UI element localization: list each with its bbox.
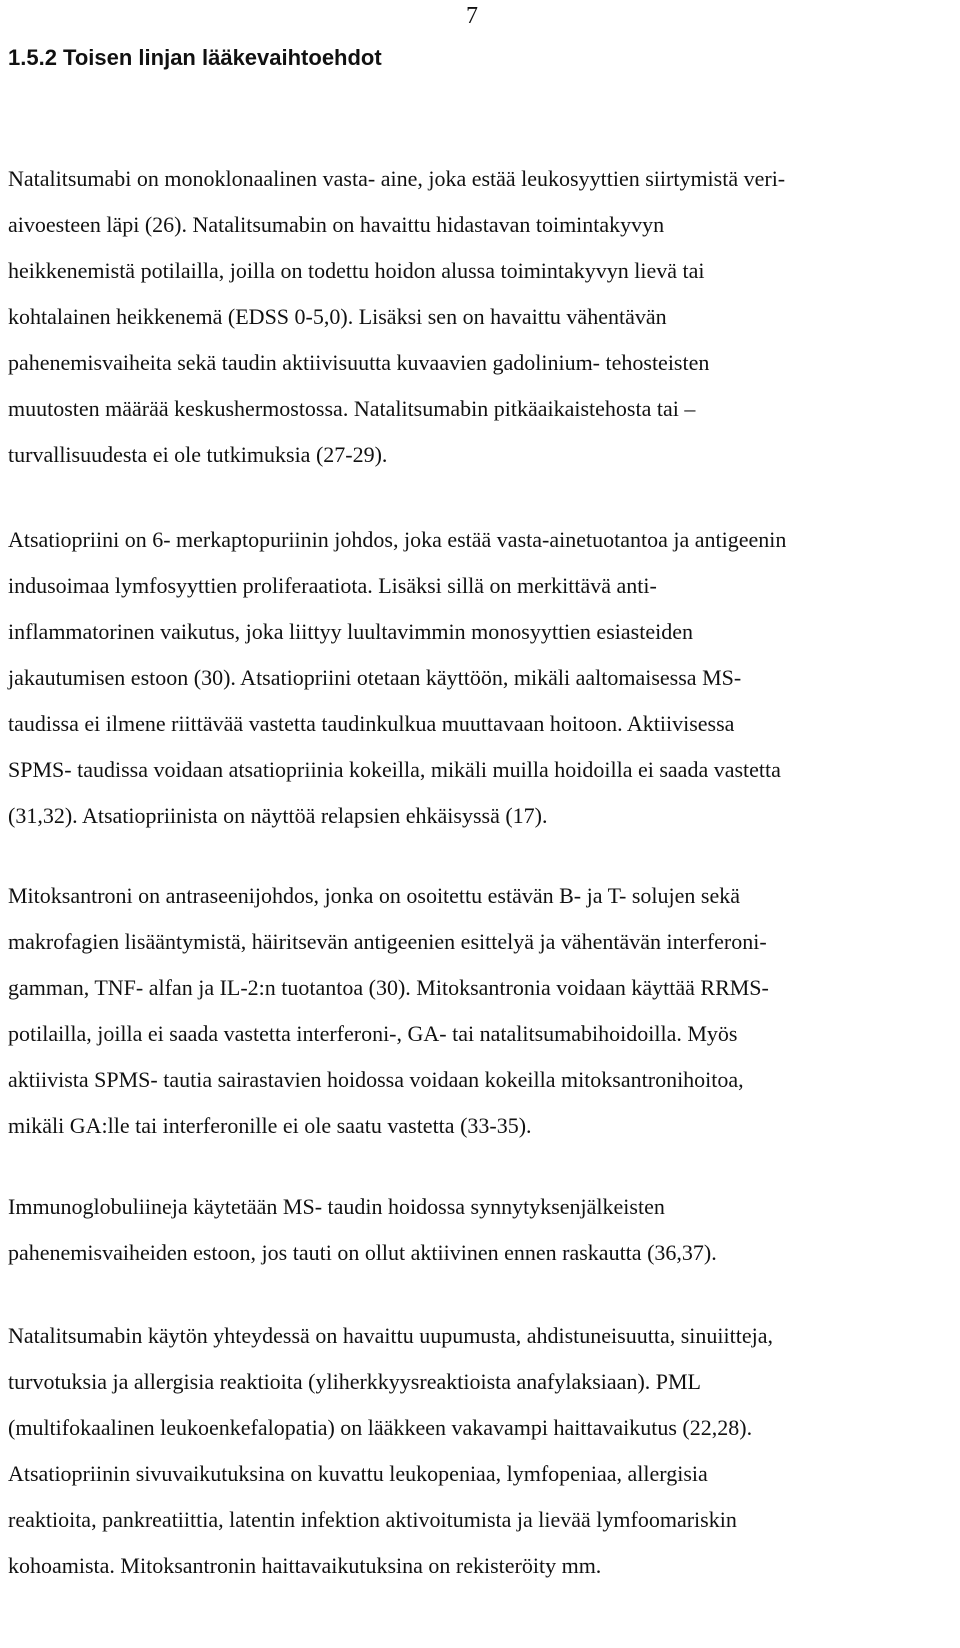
- paragraph-mitoxantrone: [8, 873, 952, 1149]
- page-number: 7: [466, 3, 478, 29]
- text-line: pahenemisvaiheiden estoon, jos tauti on ollut aktiivinen ennen raskautta (36,37).: [8, 1240, 717, 1265]
- text-line: Immunoglobuliineja käytetään MS- taudin hoidossa synnytyksenjälkeisten: [8, 1194, 665, 1219]
- paragraph-side-effects: [8, 1313, 952, 1589]
- text-line: reaktioita, pankreatiittia, latentin infektion aktivoitumista ja lievää lymfoomariskin: [8, 1507, 737, 1532]
- text-line: potilailla, joilla ei saada vastetta interferoni-, GA- tai natalitsumabihoidoilla. Myös: [8, 1021, 738, 1046]
- text-line: inflammatorinen vaikutus, joka liittyy luultavimmin monosyyttien esiasteiden: [8, 619, 693, 644]
- text-line: muutosten määrää keskushermostossa. Natalitsumabin pitkäaikaistehosta tai –: [8, 396, 696, 421]
- text-line: pahenemisvaiheita sekä taudin aktiivisuutta kuvaavien gadolinium- tehosteisten: [8, 350, 710, 375]
- text-line: Natalitsumabi on monoklonaalinen vasta- aine, joka estää leukosyyttien siirtymistä veri-: [8, 166, 786, 191]
- text-line: (multifokaalinen leukoenkefalopatia) on lääkkeen vakavampi haittavaikutus (22,28).: [8, 1415, 753, 1440]
- text-line: Atsatiopriini on 6- merkaptopuriinin johdos, joka estää vasta-ainetuotantoa ja antigeenin: [8, 527, 787, 552]
- text-line: SPMS- taudissa voidaan atsatiopriinia kokeilla, mikäli muilla hoidoilla ei saada vastetta: [8, 757, 781, 782]
- text-line: kohoamista. Mitoksantronin haittavaikutuksina on rekisteröity mm.: [8, 1553, 602, 1578]
- text-line: gamman, TNF- alfan ja IL-2:n tuotantoa (30). Mitoksantronia voidaan käyttää RRMS-: [8, 975, 769, 1000]
- paragraph-azathioprine: [8, 517, 952, 839]
- text-line: heikkenemistä potilailla, joilla on todettu hoidon alussa toimintakyvyn lievä tai: [8, 258, 705, 283]
- text-line: aivoesteen läpi (26). Natalitsumabin on havaittu hidastavan toimintakyvyn: [8, 212, 665, 237]
- text-line: Mitoksantroni on antraseenijohdos, jonka on osoitettu estävän B- ja T- solujen sekä: [8, 883, 740, 908]
- text-line: kohtalainen heikkenemä (EDSS 0-5,0). Lisäksi sen on havaittu vähentävän: [8, 304, 667, 329]
- text-line: aktiivista SPMS- tautia sairastavien hoidossa voidaan kokeilla mitoksantronihoitoa,: [8, 1067, 744, 1092]
- text-line: makrofagien lisääntymistä, häiritsevän antigeenien esittelyä ja vähentävän interferoni-: [8, 929, 767, 954]
- paragraph-immunoglobulins: [8, 1184, 952, 1276]
- text-line: turvotuksia ja allergisia reaktioita (yliherkkyysreaktioista anafylaksiaan). PML: [8, 1369, 701, 1394]
- paragraph-natalizumab: [8, 156, 952, 478]
- text-line: jakautumisen estoon (30). Atsatiopriini otetaan käyttöön, mikäli aaltomaisessa MS-: [8, 665, 742, 690]
- section-heading: 1.5.2 Toisen linjan lääkevaihtoehdot: [8, 45, 382, 70]
- text-line: indusoimaa lymfosyyttien proliferaatiota. Lisäksi sillä on merkittävä anti-: [8, 573, 657, 598]
- text-line: turvallisuudesta ei ole tutkimuksia (27-29).: [8, 442, 388, 467]
- text-line: Natalitsumabin käytön yhteydessä on havaittu uupumusta, ahdistuneisuutta, sinuiitteja,: [8, 1323, 773, 1348]
- text-line: taudissa ei ilmene riittävää vastetta taudinkulkua muuttavaan hoitoon. Aktiivisessa: [8, 711, 735, 736]
- text-line: (31,32). Atsatiopriinista on näyttöä relapsien ehkäisyssä (17).: [8, 803, 548, 828]
- text-line: Atsatiopriinin sivuvaikutuksina on kuvattu leukopeniaa, lymfopeniaa, allergisia: [8, 1461, 708, 1486]
- text-line: mikäli GA:lle tai interferonille ei ole saatu vastetta (33-35).: [8, 1113, 532, 1138]
